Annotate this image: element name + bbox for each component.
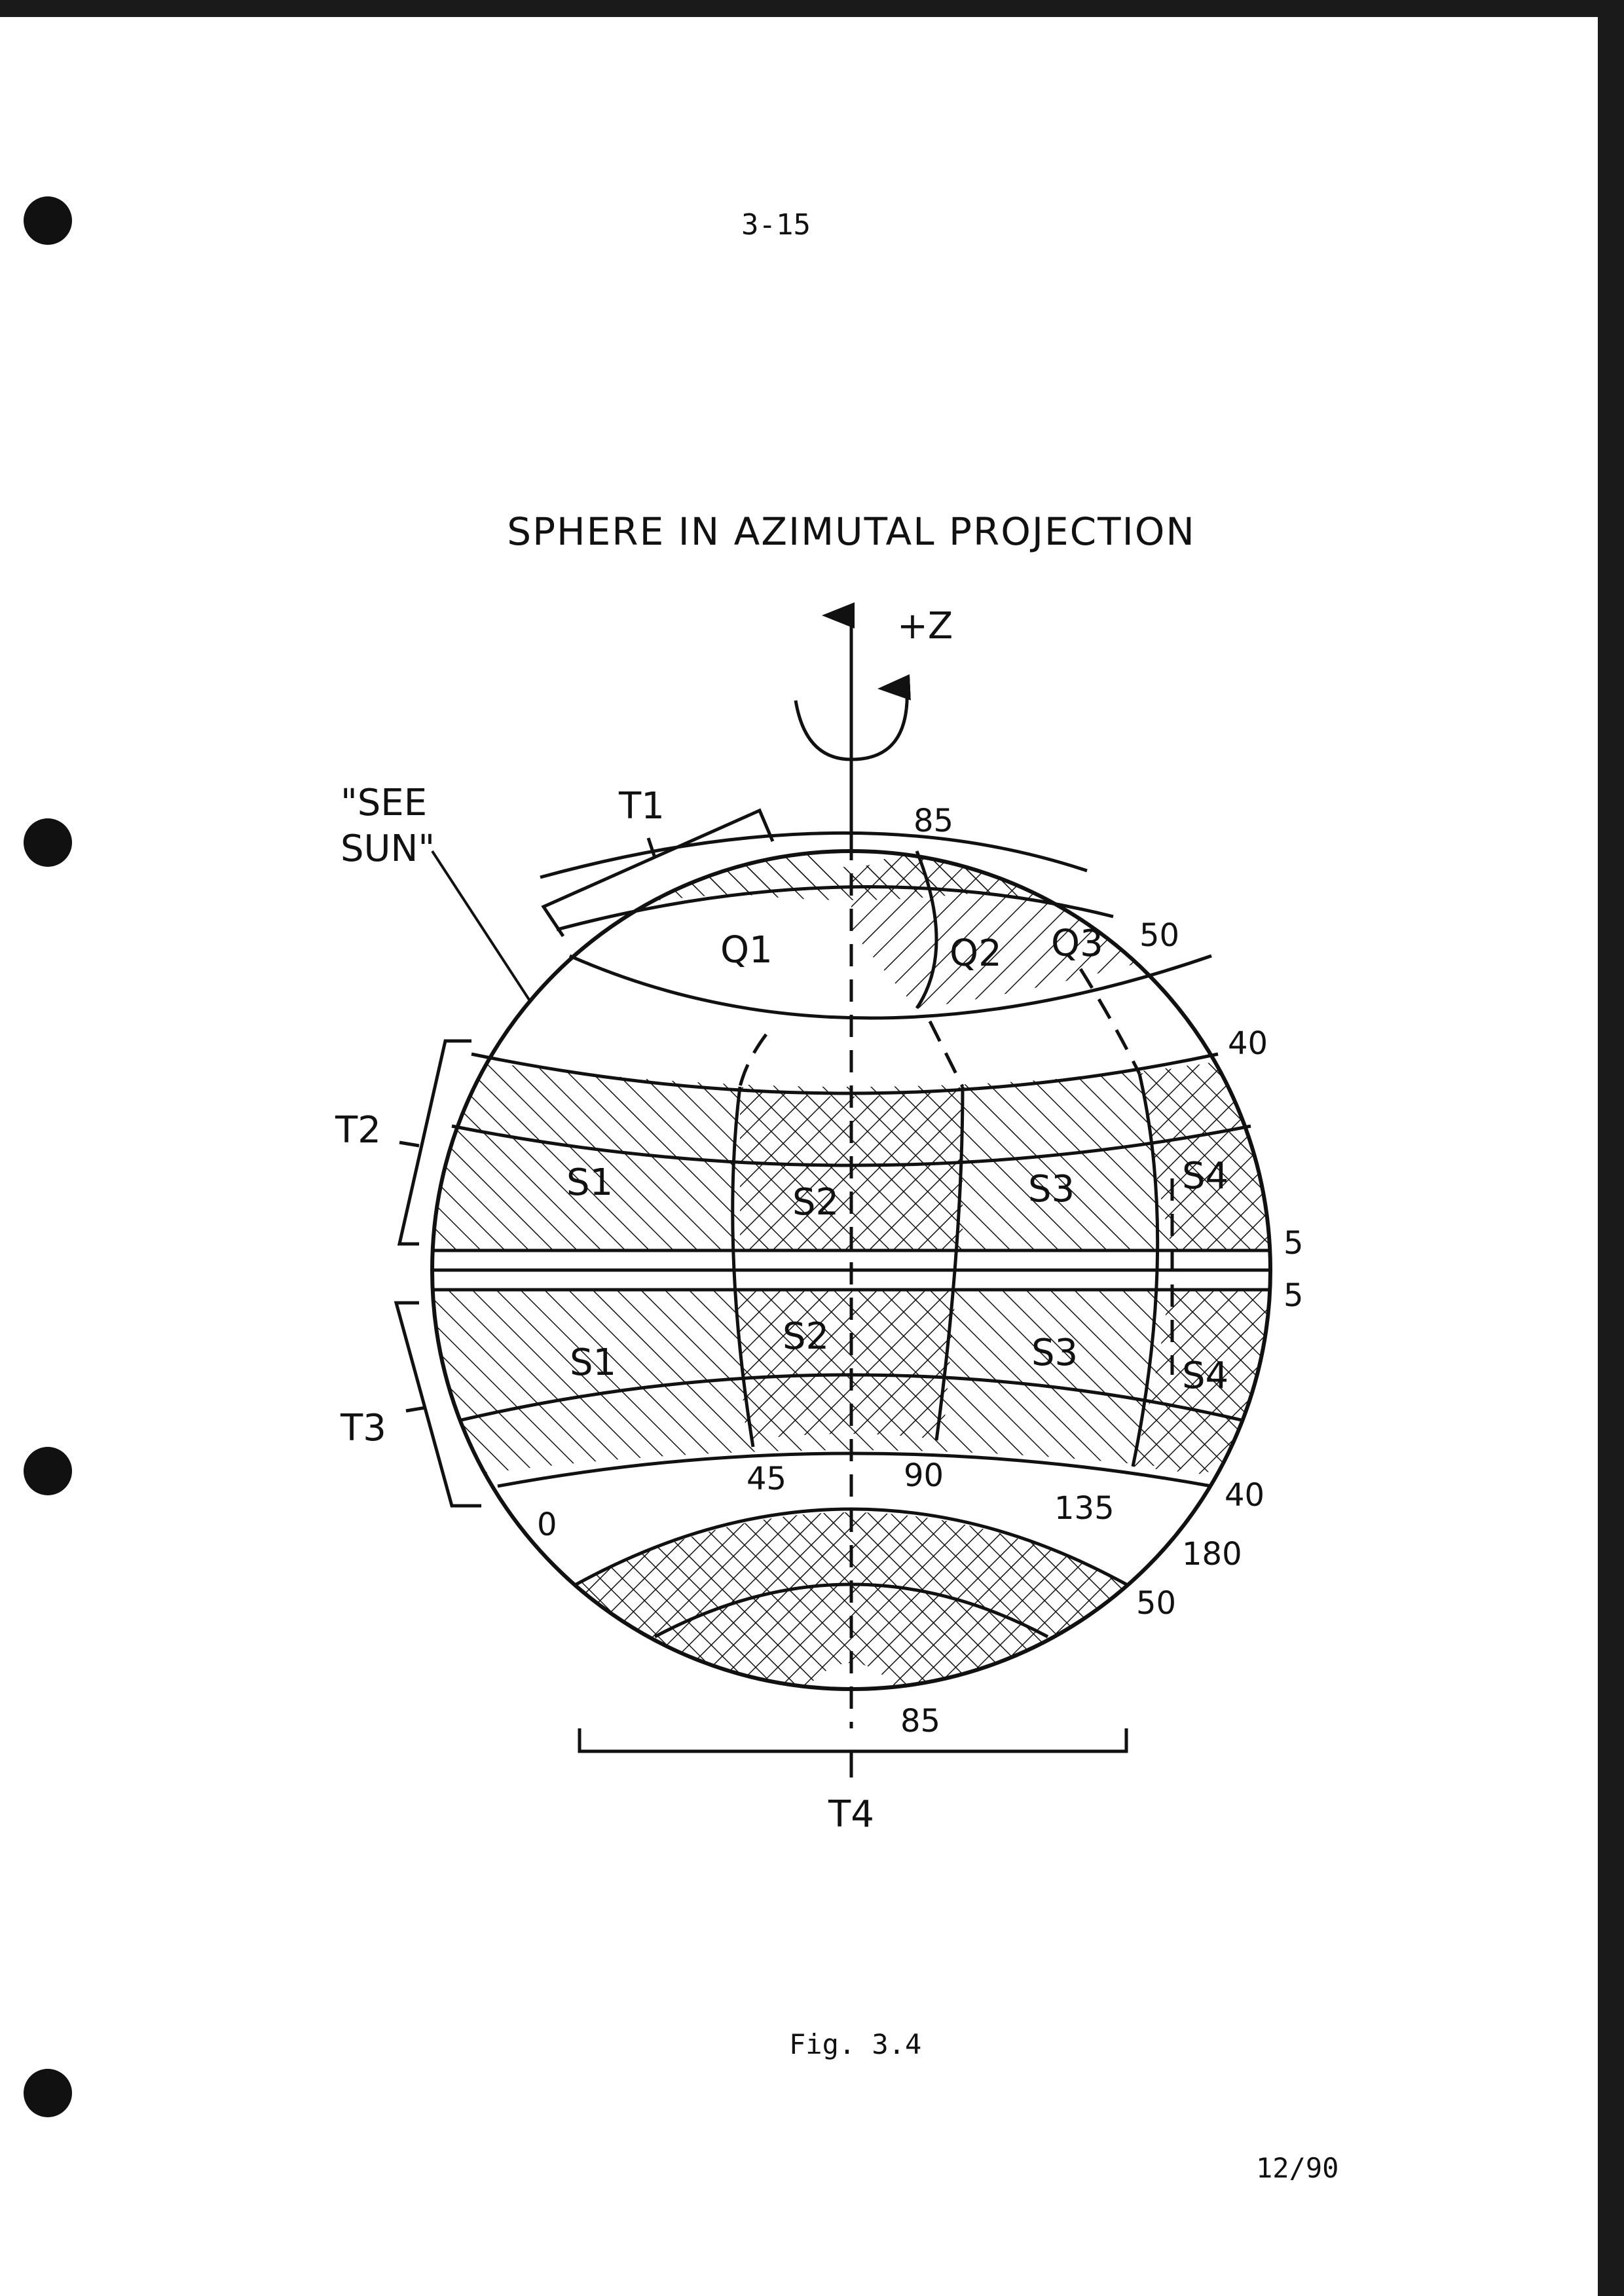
lat-label-lower-40: 40 [1225,1477,1265,1514]
region-s4-upper: S4 [1182,1155,1229,1197]
lon-label-180: 180 [1182,1536,1242,1573]
lat-label-upper-40: 40 [1228,1025,1268,1062]
band-lower-s2 [733,1290,956,1440]
see-sun-label-line2: SUN" [341,828,435,870]
lon-label-135: 135 [1054,1490,1115,1527]
lat-label-upper-50: 50 [1139,917,1180,954]
lon-label-45: 45 [747,1461,787,1497]
region-s3-upper: S3 [1028,1168,1075,1211]
region-q1: Q1 [720,929,773,972]
page-number: 3-15 [741,208,811,242]
lat-label-top-85: 85 [913,803,954,839]
sheet-number: 12/90 [1256,2152,1339,2184]
lat-label-bottom-85: 85 [900,1703,941,1740]
see-sun-pointer [432,851,530,1002]
region-s3-lower: S3 [1031,1332,1079,1374]
figure-title: SPHERE IN AZIMUTAL PROJECTION [507,509,1196,554]
figure-caption: Fig. 3.4 [789,2028,922,2060]
axis-label-z: +Z [897,605,953,647]
region-q3: Q3 [1051,922,1103,965]
region-s2-lower: S2 [783,1315,830,1358]
region-s1-lower: S1 [570,1341,617,1384]
lat-label-lower-50: 50 [1136,1585,1177,1622]
region-s2-upper: S2 [792,1181,840,1224]
lon-label-0: 0 [537,1506,557,1543]
region-s4-lower: S4 [1182,1355,1229,1397]
lat-label-upper-5: 5 [1283,1225,1304,1262]
group-label-t4: T4 [828,1793,874,1836]
lat-label-lower-5: 5 [1283,1277,1304,1314]
region-q2: Q2 [950,932,1002,975]
group-label-t2: T2 [335,1109,381,1152]
group-label-t1: T1 [619,785,665,828]
group-label-t3: T3 [341,1407,386,1449]
region-s1-upper: S1 [566,1161,614,1204]
see-sun-label-line1: "SEE [341,782,428,824]
lon-label-90: 90 [904,1457,944,1494]
